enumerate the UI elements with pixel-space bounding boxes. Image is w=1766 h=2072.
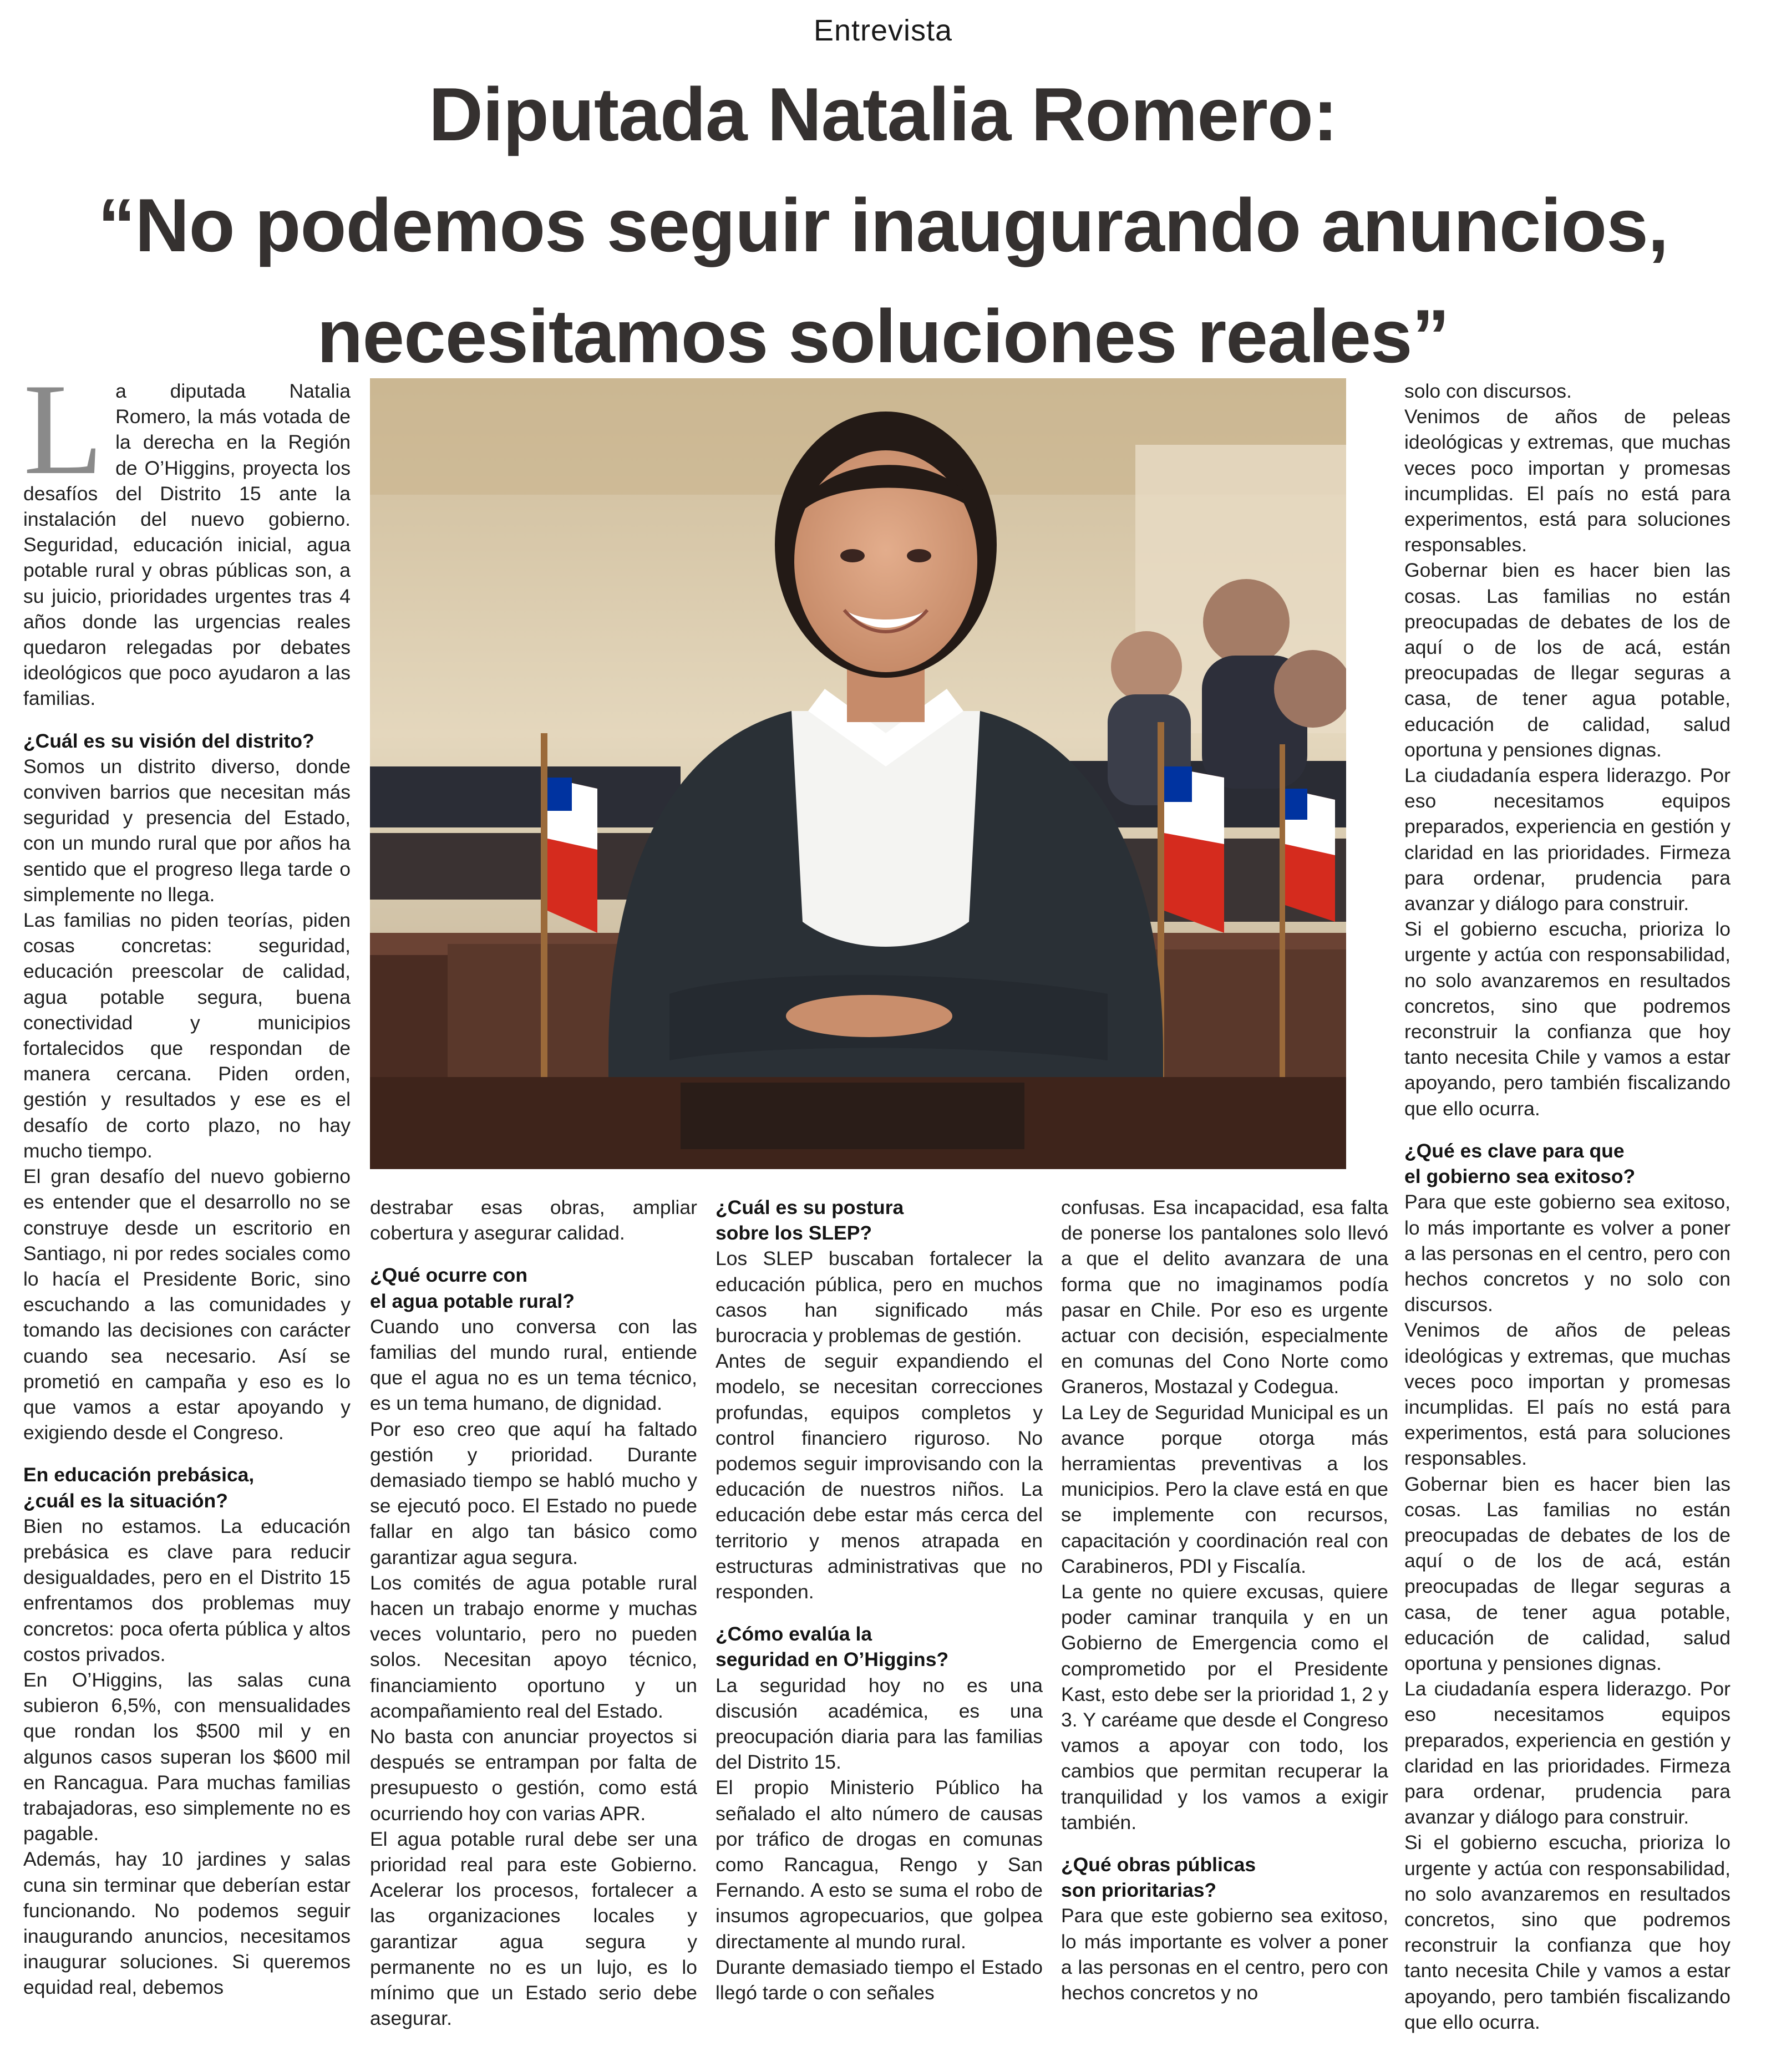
- answer-paragraph: Si el gobierno escucha, prioriza lo urgente y actúa con responsabilidad, no solo avanzaremos en resultados concretos, sino que podremos reconstruir la confianza que hoy tanto necesita Chile y vamos a estar apoyando, pero también fiscalizando que ello ocurra.: [1404, 918, 1731, 1120]
- answer-paragraph: Las familias no piden teorías, piden cosas concretas: seguridad, educación preescolar de calidad, agua potable segura, buena conectividad y municipios fortalecidos que respondan de manera cercana. Piden orden, gestión y resultados y ese es el desafío de corto plazo, no hay mucho tiempo.: [23, 909, 351, 1162]
- answer-paragraph: Somos un distrito diverso, donde conviven barrios que necesitan más seguridad y presencia del Estado, con un mundo rural que por años ha sentido que el progreso llega tarde o simplemente no llega.: [23, 755, 351, 906]
- question-line: son prioritarias?: [1061, 1879, 1217, 1902]
- question-security: [715, 1621, 1043, 1672]
- answer-paragraph: Además, hay 10 jardines y salas cuna sin terminar que deberían estar funcionando. No podemos seguir inaugurando anuncios, necesitamos inaugurar soluciones. Si queremos equidad real, debemos: [23, 1848, 351, 1999]
- answer-paragraph: La ciudadanía espera liderazgo. Por eso necesitamos equipos preparados, experiencia en gestión y claridad en las prioridades. Firmeza para ordenar, prudencia para avanzar y diálogo para construir.: [1404, 764, 1731, 915]
- answer-paragraph: Por eso creo que aquí ha faltado gestión y prioridad. Durante demasiado tiempo se habló mucho y se ejecutó poco. El Estado no puede fallar en algo tan básico como garantizar agua segura.: [370, 1418, 697, 1568]
- answer-paragraph: El agua potable rural debe ser una prioridad real para este Gobierno. Acelerar los procesos, fortalecer a las organizaciones locales y garantizar agua segura y permanente no es un lujo, es lo mínimo que un Estado serio debe asegurar.: [370, 1827, 697, 2030]
- answer-paragraph: El gran desafío del nuevo gobierno es entender que el desarrollo no se construye desde un escritorio en Santiago, ni por redes sociales como lo hacía el Presidente Boric, sino escuchando a las comunidades y tomando las decisiones con carácter cuando sea necesario. Así se prometió en campaña y eso es lo que vamos a estar apoyando y exigiendo desde el Congreso.: [23, 1165, 351, 1444]
- question-line: ¿Cuál es su postura: [715, 1196, 904, 1218]
- answer-paragraph: La seguridad hoy no es una discusión académica, es una preocupación diaria para las familias del Distrito 15.: [715, 1674, 1043, 1774]
- question-public-works: [1061, 1852, 1388, 1903]
- answer-paragraph: Gobernar bien es hacer bien las cosas. Las familias no están preocupadas de debates de los de aquí o de los de acá, están preocupadas de llegar seguras a casa, de tener agua potable, educación de calidad, salud oportuna y pensiones dignas.: [1404, 1472, 1731, 1674]
- answer-paragraph: solo con discursos.: [1404, 380, 1572, 402]
- column-1: [23, 378, 351, 2053]
- question-slep: [715, 1195, 1043, 1246]
- answer-paragraph: La gente no quiere excusas, quiere poder caminar tranquila y en un Gobierno de Emergencia como el comprometido por el Presidente Kast, esto debe ser la prioridad 1, 2 y 3. Y caréame que desde el Congreso vamos a apoyar con todo, los cambios que permitan recuperar la tranquilidad y los vamos a exigir también.: [1061, 1581, 1388, 1834]
- answer-paragraph: El propio Ministerio Público ha señalado el alto número de causas por tráfico de drogas en comunas como Rancagua, Rengo y San Fernando. A esto se suma el robo de insumos agropecuarios, que golpea directamente al mundo rural.: [715, 1776, 1043, 1953]
- answer-paragraph: Si el gobierno escucha, prioriza lo urgente y actúa con responsabilidad, no solo avanzaremos en resultados concretos, sino que podremos reconstruir la confianza que hoy tanto necesita Chile y vamos a estar apoyando, pero también fiscalizando que ello ocurra.: [1404, 1831, 1731, 2033]
- answer-paragraph: No basta con anunciar proyectos si después se entrampan por falta de presupuesto o gestión, como está ocurriendo hoy con varias APR.: [370, 1725, 697, 1825]
- article-photo: [370, 378, 1346, 1169]
- headline: [22, 59, 1744, 392]
- question-line: el agua potable rural?: [370, 1289, 575, 1312]
- question-line: seguridad en O’Higgins?: [715, 1648, 949, 1671]
- question-district-vision: ¿Cuál es su visión del distrito?: [23, 729, 314, 752]
- answer-paragraph: En O’Higgins, las salas cuna subieron 6,5%, con mensualidades que rondan los $500 mil y en algunos casos superan los $600 mil en Rancagua. Para muchas familias trabajadoras, eso simplemente no es pagable.: [23, 1668, 351, 1845]
- headline-line-3: necesitamos soluciones reales”: [317, 294, 1449, 378]
- headline-line-1: Diputada Natalia Romero:: [428, 72, 1338, 156]
- column-5: [1404, 378, 1731, 2053]
- answer-paragraph: Los SLEP buscaban fortalecer la educación pública, pero en muchos casos han significado más burocracia y problemas de gestión.: [715, 1247, 1043, 1347]
- question-line: ¿Qué ocurre con: [370, 1264, 528, 1287]
- question-line: ¿cuál es la situación?: [23, 1489, 228, 1512]
- answer-paragraph: Venimos de años de peleas ideológicas y extremas, que muchas veces poco importan y promesas incumplidas. El país no está para experimentos, está para soluciones responsables.: [1404, 405, 1731, 556]
- answer-paragraph: confusas. Esa incapacidad, esa falta de ponerse los pantalones solo llevó a que el delito avanzara de una forma que no imaginamos podía pasar en Chile. Por eso es urgente actuar con decisión, especialmente en comunas del Cono Norte como Graneros, Mostazal y Codegua.: [1061, 1196, 1388, 1398]
- drop-cap: L: [23, 378, 104, 502]
- section-kicker: Entrevista: [813, 14, 953, 47]
- headline-line-2: “No podemos seguir inaugurando anuncios,: [98, 183, 1668, 267]
- question-line: En educación prebásica,: [23, 1464, 255, 1486]
- answer-paragraph: Durante demasiado tiempo el Estado llegó tarde o con señales: [715, 1956, 1043, 2004]
- question-line: ¿Qué es clave para que: [1404, 1139, 1625, 1162]
- question-line: ¿Cómo evalúa la: [715, 1623, 872, 1646]
- photo-illustration: [370, 378, 1346, 1169]
- column-2: [370, 1195, 697, 2054]
- answer-paragraph: La ciudadanía espera liderazgo. Por eso necesitamos equipos preparados, experiencia en gestión y claridad en las prioridades. Firmeza para ordenar, prudencia para avanzar y diálogo para construir.: [1404, 1678, 1731, 1829]
- answer-paragraph: Antes de seguir expandiendo el modelo, se necesitan correcciones profundas, equipos completos y control financiero riguroso. No podemos seguir improvisando con la educación de nuestros niños. La educación debe estar más cerca del territorio y menos atrapada en estructuras administrativas que no responden.: [715, 1350, 1043, 1603]
- answer-paragraph: Gobernar bien es hacer bien las cosas. Las familias no están preocupadas de debates de los de aquí o de los de acá, están preocupadas de llegar seguras a casa, de tener agua potable, educación de calidad, salud oportuna y pensiones dignas.: [1404, 559, 1731, 761]
- answer-paragraph: Cuando uno conversa con las familias del mundo rural, entiende que el agua no es un tema técnico, es un tema humano, de dignidad.: [370, 1315, 697, 1415]
- question-line: sobre los SLEP?: [715, 1222, 872, 1245]
- column-4: [1061, 1195, 1388, 2054]
- question-rural-water: [370, 1262, 697, 1313]
- question-line: ¿Qué obras públicas: [1061, 1853, 1256, 1876]
- question-prebasic-education: [23, 1462, 351, 1513]
- answer-paragraph: Para que este gobierno sea exitoso, lo más importante es volver a poner a las personas en el centro, pero con hechos concretos y no solo con discursos.: [1404, 1191, 1731, 1316]
- answer-paragraph: La Ley de Seguridad Municipal es un avance porque otorga más herramientas preventivas a los municipios. Pero la clave está en que se implemente con recursos, capacitación y coordinación real con Carabineros, PDI y Fiscalía.: [1061, 1401, 1388, 1577]
- answer-paragraph: Bien no estamos. La educación prebásica es clave para reducir desigualdades, pero en el Distrito 15 enfrentamos dos problemas muy concretos: poca oferta pública y altos costos privados.: [23, 1515, 351, 1665]
- answer-paragraph: destrabar esas obras, ampliar cobertura y asegurar calidad.: [370, 1196, 697, 1245]
- question-line: el gobierno sea exitoso?: [1404, 1165, 1636, 1188]
- answer-paragraph: Para que este gobierno sea exitoso, lo más importante es volver a poner a las personas en el centro, pero con hechos concretos y no: [1061, 1905, 1388, 2004]
- column-3: [715, 1195, 1043, 2054]
- question-government-success: [1404, 1138, 1731, 1189]
- answer-paragraph: Los comités de agua potable rural hacen un trabajo enorme y muchas veces voluntario, pero no pueden solos. Necesitan apoyo técnico, financiamiento oportuno y un acompañamiento real del Estado.: [370, 1571, 697, 1722]
- intro-paragraph: a diputada Natalia Romero, la más votada de la derecha en la Región de O’Higgins, proyecta los desafíos del Distrito 15 ante la instalación del nuevo gobierno. Seguridad, educación inicial, agua potable rural y obras públicas son, a su juicio, prioridades urgentes tras 4 años donde las urgencias reales quedaron relegadas por debates ideológicos que poco ayudaron a las familias.: [23, 380, 351, 710]
- answer-paragraph: Venimos de años de peleas ideológicas y extremas, que muchas veces poco importan y promesas incumplidas. El país no está para experimentos, está para soluciones responsables.: [1404, 1319, 1731, 1470]
